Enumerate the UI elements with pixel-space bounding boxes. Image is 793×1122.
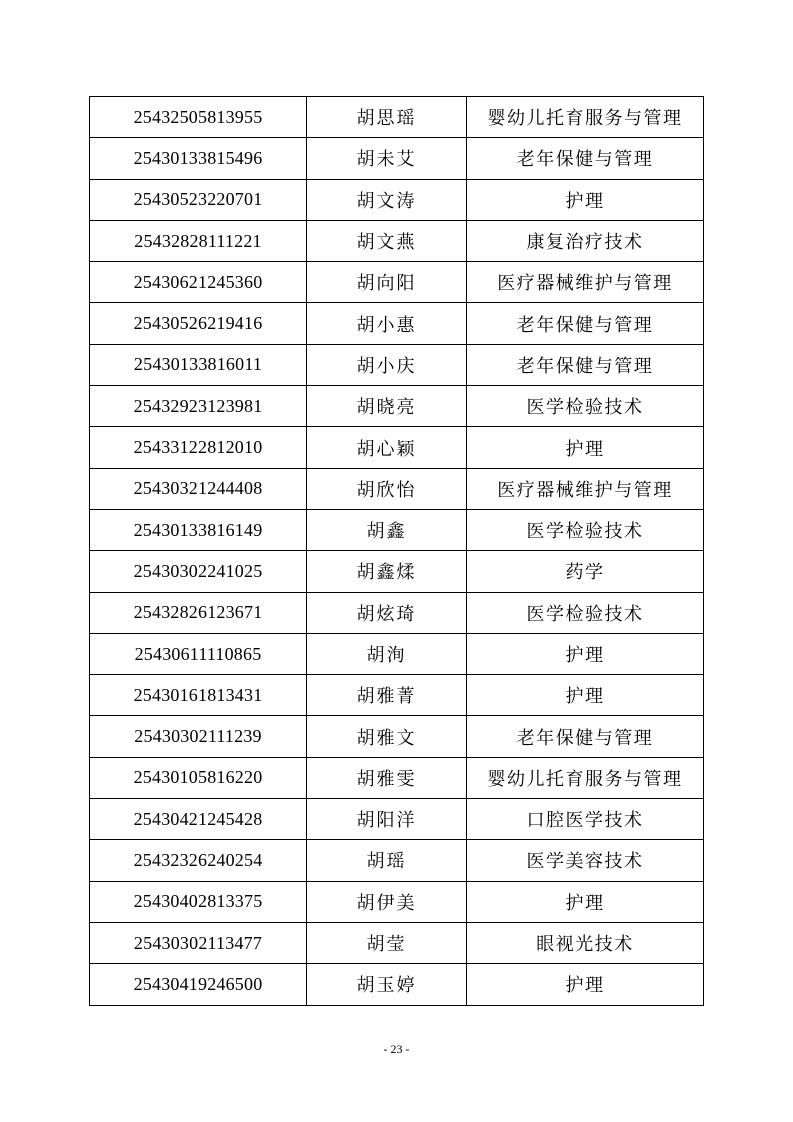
major-cell: 护理 [467, 675, 704, 716]
table-row [90, 509, 704, 550]
student-name-cell: 胡雅雯 [307, 757, 467, 798]
student-name-cell: 胡雅菁 [307, 675, 467, 716]
student-id-cell: 25430421245428 [90, 799, 307, 840]
student-list-table [89, 96, 704, 1006]
student-id-cell: 25432826123671 [90, 592, 307, 633]
student-name-cell: 胡莹 [307, 922, 467, 963]
major-cell: 医疗器械维护与管理 [467, 468, 704, 509]
major-cell: 老年保健与管理 [467, 344, 704, 385]
major-cell: 医学检验技术 [467, 592, 704, 633]
student-id-cell: 25430321244408 [90, 468, 307, 509]
major-cell: 老年保健与管理 [467, 303, 704, 344]
student-name-cell: 胡小庆 [307, 344, 467, 385]
major-cell: 护理 [467, 179, 704, 220]
table-row [90, 922, 704, 963]
page-number: - 23 - [383, 1042, 410, 1056]
student-id-cell: 25430302241025 [90, 551, 307, 592]
student-id-cell: 25430302113477 [90, 922, 307, 963]
major-cell: 眼视光技术 [467, 922, 704, 963]
student-id-cell: 25430419246500 [90, 964, 307, 1005]
student-name-cell: 胡鑫 [307, 509, 467, 550]
student-id-cell: 25430621245360 [90, 262, 307, 303]
major-cell: 护理 [467, 633, 704, 674]
student-id-cell: 25430161813431 [90, 675, 307, 716]
student-name-cell: 胡晓亮 [307, 386, 467, 427]
student-name-cell: 胡洵 [307, 633, 467, 674]
major-cell: 康复治疗技术 [467, 220, 704, 261]
table-row [90, 386, 704, 427]
student-name-cell: 胡思瑶 [307, 97, 467, 138]
table-row [90, 97, 704, 138]
table-row [90, 179, 704, 220]
student-name-cell: 胡雅文 [307, 716, 467, 757]
table-row [90, 757, 704, 798]
major-cell: 护理 [467, 427, 704, 468]
table-row [90, 964, 704, 1005]
major-cell: 老年保健与管理 [467, 138, 704, 179]
major-cell: 药学 [467, 551, 704, 592]
student-name-cell: 胡玉婷 [307, 964, 467, 1005]
student-id-cell: 25432326240254 [90, 840, 307, 881]
major-cell: 医学检验技术 [467, 386, 704, 427]
student-id-cell: 25430402813375 [90, 881, 307, 922]
major-cell: 医学检验技术 [467, 509, 704, 550]
table-body [90, 97, 704, 1006]
major-cell: 婴幼儿托育服务与管理 [467, 97, 704, 138]
student-name-cell: 胡文涛 [307, 179, 467, 220]
student-name-cell: 胡未艾 [307, 138, 467, 179]
student-id-cell: 25432828111221 [90, 220, 307, 261]
major-cell: 护理 [467, 964, 704, 1005]
major-cell: 医学美容技术 [467, 840, 704, 881]
student-id-cell: 25430302111239 [90, 716, 307, 757]
student-name-cell: 胡炫琦 [307, 592, 467, 633]
table-row [90, 262, 704, 303]
student-id-cell: 25430133816011 [90, 344, 307, 385]
table-row [90, 799, 704, 840]
student-name-cell: 胡伊美 [307, 881, 467, 922]
table-row [90, 468, 704, 509]
student-name-cell: 胡欣怡 [307, 468, 467, 509]
student-id-cell: 25433122812010 [90, 427, 307, 468]
table-row [90, 840, 704, 881]
table-row [90, 633, 704, 674]
student-id-cell: 25432923123981 [90, 386, 307, 427]
table-row [90, 551, 704, 592]
table-row [90, 881, 704, 922]
student-name-cell: 胡小惠 [307, 303, 467, 344]
student-name-cell: 胡瑶 [307, 840, 467, 881]
student-name-cell: 胡文燕 [307, 220, 467, 261]
table-row [90, 716, 704, 757]
table-row [90, 220, 704, 261]
student-id-cell: 25430523220701 [90, 179, 307, 220]
table-row [90, 303, 704, 344]
major-cell: 老年保健与管理 [467, 716, 704, 757]
table-row [90, 675, 704, 716]
student-id-cell: 25430526219416 [90, 303, 307, 344]
table-row [90, 344, 704, 385]
table-row [90, 427, 704, 468]
student-name-cell: 胡心颖 [307, 427, 467, 468]
table-row [90, 138, 704, 179]
major-cell: 婴幼儿托育服务与管理 [467, 757, 704, 798]
student-name-cell: 胡向阳 [307, 262, 467, 303]
student-id-cell: 25430133816149 [90, 509, 307, 550]
student-id-cell: 25430133815496 [90, 138, 307, 179]
student-id-cell: 25430611110865 [90, 633, 307, 674]
table-row [90, 592, 704, 633]
major-cell: 口腔医学技术 [467, 799, 704, 840]
major-cell: 护理 [467, 881, 704, 922]
student-name-cell: 胡鑫煣 [307, 551, 467, 592]
major-cell: 医疗器械维护与管理 [467, 262, 704, 303]
student-name-cell: 胡阳洋 [307, 799, 467, 840]
student-id-cell: 25432505813955 [90, 97, 307, 138]
student-id-cell: 25430105816220 [90, 757, 307, 798]
